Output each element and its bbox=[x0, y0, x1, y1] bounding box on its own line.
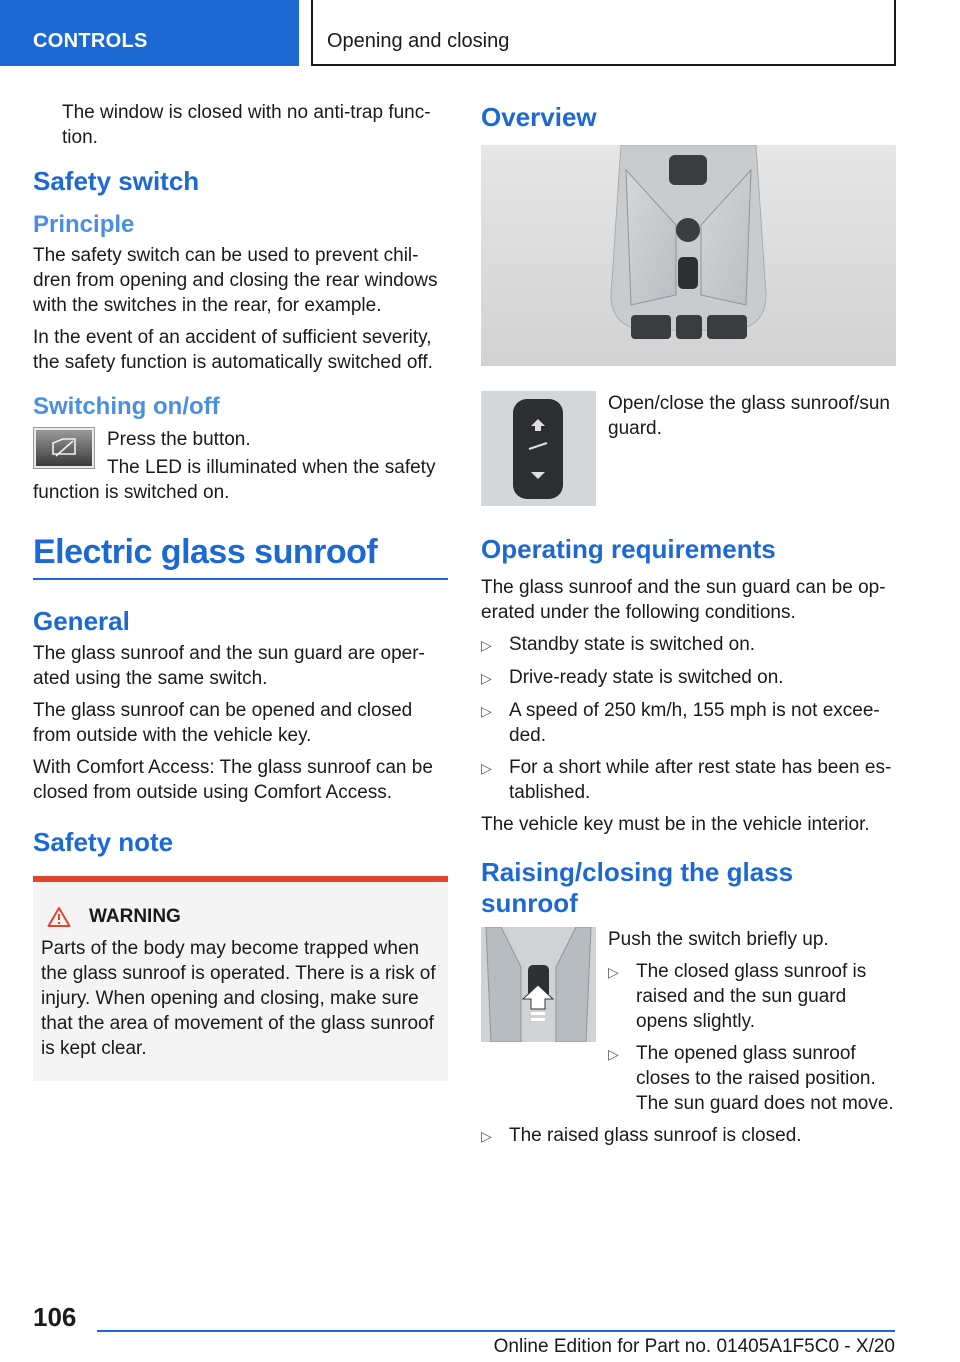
list-item: ▷ Standby state is switched on. bbox=[481, 632, 896, 658]
general-heading: General bbox=[33, 606, 130, 636]
switching-text-2: The LED is illuminated when the safety function is switched on. bbox=[33, 457, 436, 503]
sunroof-chapter-heading: Electric glass sunroof bbox=[33, 533, 448, 580]
overview-switch-row bbox=[481, 391, 896, 506]
warning-text: Parts of the body may become trapped when the glass sunroof is operated. There is a risk of injury. When opening and closing, make sure that the area of movement of the glass sunroof is kept clear. bbox=[41, 938, 436, 1059]
list-item: ▷ The raised glass sunroof is closed. bbox=[481, 1123, 896, 1149]
header-section bbox=[0, 0, 299, 66]
principle-text-1: The safety switch can be used to prevent chil-dren from opening and closing the rear windows with the switches in the rear, for example. bbox=[33, 245, 438, 316]
list-item: ▷ The opened glass sunroof closes to the raised position. The sun guard does not move. bbox=[608, 1043, 894, 1114]
list-item: ▷ For a short while after rest state has been es-tablished. bbox=[481, 757, 892, 803]
sunroof-switch-image bbox=[481, 391, 596, 506]
raise-switch-image bbox=[481, 927, 596, 1042]
general-text-2: The glass sunroof can be opened and closed from outside with the vehicle key. bbox=[33, 700, 413, 746]
safety-switch-button-icon bbox=[33, 427, 95, 469]
list-item: ▷ Drive-ready state is switched on. bbox=[481, 665, 896, 691]
warning-triangle-icon bbox=[47, 906, 71, 928]
header-chapter-label: Opening and closing bbox=[327, 30, 510, 52]
triangle-right-icon: ▷ bbox=[481, 637, 492, 653]
general-text-3: With Comfort Access: The glass sunroof can be closed from outside using Comfort Access. bbox=[33, 757, 433, 803]
warning-label: WARNING bbox=[89, 906, 181, 927]
operating-text-1: The glass sunroof and the sun guard can be op-erated under the following conditions. bbox=[481, 577, 886, 623]
general-text-1: The glass sunroof and the sun guard are oper-ated using the same switch. bbox=[33, 643, 425, 689]
operating-heading: Operating requirements bbox=[481, 534, 776, 564]
warning-box bbox=[33, 876, 448, 1081]
triangle-right-icon: ▷ bbox=[481, 760, 492, 776]
header-chapter bbox=[311, 0, 896, 66]
raising-block bbox=[481, 927, 896, 1123]
list-item: ▷ A speed of 250 km/h, 155 mph is not excee-ded. bbox=[481, 700, 880, 746]
principle-heading: Principle bbox=[33, 211, 135, 238]
switching-heading: Switching on/off bbox=[33, 393, 220, 420]
right-column bbox=[481, 100, 896, 1156]
raising-heading: Raising/closing the glass sunroof bbox=[481, 857, 794, 918]
footer-divider bbox=[97, 1330, 895, 1332]
raising-text-1: Push the switch briefly up. bbox=[608, 929, 829, 950]
triangle-right-icon: ▷ bbox=[608, 964, 619, 980]
page-number: 106 bbox=[33, 1302, 77, 1332]
safety-note-heading: Safety note bbox=[33, 827, 174, 857]
triangle-right-icon: ▷ bbox=[608, 1046, 619, 1062]
principle-text-2: In the event of an accident of sufficient severity, the safety function is automatically switched off. bbox=[33, 327, 433, 373]
overhead-console-image bbox=[481, 145, 896, 366]
overview-heading: Overview bbox=[481, 102, 597, 132]
list-item: ▷ The closed glass sunroof is raised and the sun guard opens slightly. bbox=[608, 961, 867, 1032]
overview-caption: Open/close the glass sunroof/sun guard. bbox=[608, 393, 891, 439]
left-column bbox=[33, 100, 448, 1081]
safety-switch-heading: Safety switch bbox=[33, 166, 200, 196]
header-section-label: CONTROLS bbox=[33, 30, 148, 52]
triangle-right-icon: ▷ bbox=[481, 703, 492, 719]
triangle-right-icon: ▷ bbox=[481, 1128, 492, 1144]
edition-text: Online Edition for Part no. 01405A1F5C0 - X/20 bbox=[493, 1336, 895, 1357]
operating-text-2: The vehicle key must be in the vehicle interior. bbox=[481, 814, 870, 835]
triangle-right-icon: ▷ bbox=[481, 670, 492, 686]
intro-text: The window is closed with no anti-trap func-tion. bbox=[62, 102, 431, 148]
switching-text-1: Press the button. bbox=[107, 429, 251, 450]
